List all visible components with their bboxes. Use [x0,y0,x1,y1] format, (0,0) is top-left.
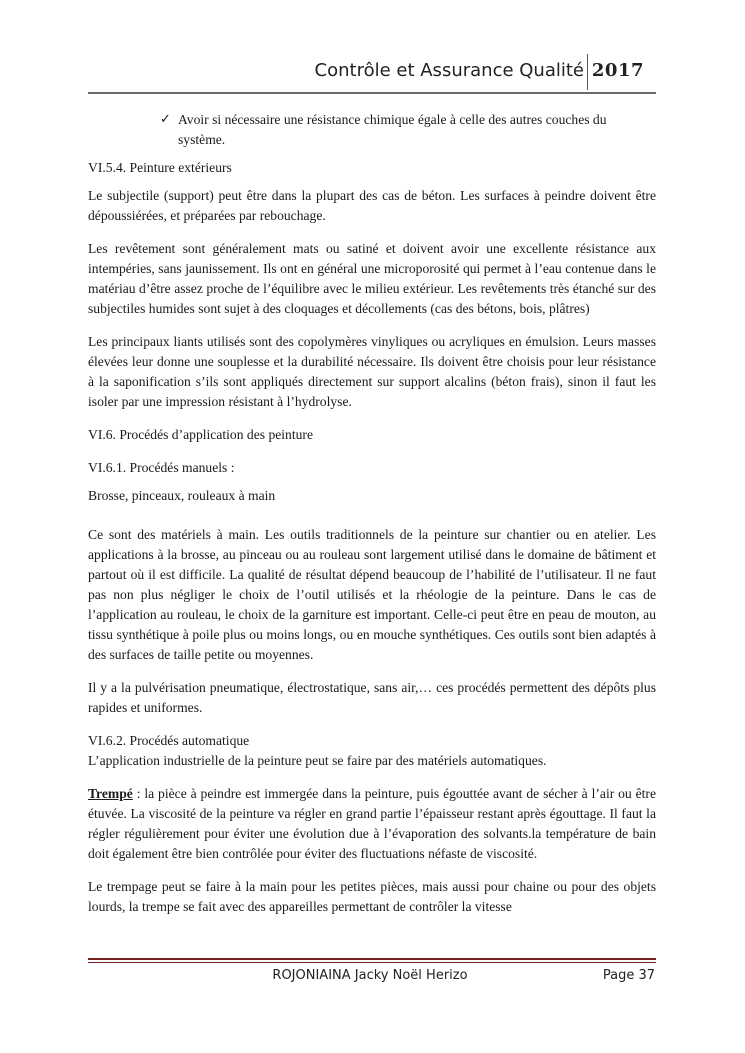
header-title: Contrôle et Assurance Qualité [314,60,584,81]
section-heading-vi-6: VI.6. Procédés d’application des peinture [88,427,313,442]
term-trempe: Trempé [88,786,133,801]
page-content [88,110,656,917]
header-separator [587,54,588,90]
paragraph-trempage: Le trempage peut se faire à la main pour les petites pièces, mais aussi pour chaine ou pour des objets lourds, la trempe se fait avec des appareilles permettant de contrôler la vitesse [88,879,656,914]
check-icon: ✓ [160,112,171,127]
section-heading-vi-6-1: VI.6.1. Procédés manuels : [88,460,235,475]
footer-rule-thin [88,962,656,963]
section-heading-vi-5-4: VI.5.4. Peinture extérieurs [88,160,232,175]
checklist-item-text: Avoir si nécessaire une résistance chimique égale à celle des autres couches du système. [178,112,607,147]
paragraph-trempe [88,784,656,864]
footer-rule [88,958,656,960]
page-number: Page 37 [602,968,655,983]
checklist-item [160,110,656,150]
paragraph-liants: Les principaux liants utilisés sont des copolymères vinyliques ou acryliques en émulsion. Leurs masses élevées leur donne une souplesse et la durabilité nécessaire. Ils doivent être choisis pour leur résistance à la saponification s’ils sont appliqués directement sur support alcalins (béton frais), sinon il faut les isoler par une impression résistant à l’hydrolyse. [88,334,656,409]
paragraph-subjectile: Le subjectile (support) peut être dans la plupart des cas de béton. Les surfaces à peindre doivent être dépoussiérées, et préparées par rebouchage. [88,188,656,223]
page-header [88,54,656,94]
section-heading-vi-6-2: VI.6.2. Procédés automatique [88,733,250,748]
footer-author: ROJONIAINA Jacky Noël Herizo [272,968,468,983]
subheading-tools: Brosse, pinceaux, rouleaux à main [88,488,276,503]
paragraph-pulverisation: Il y a la pulvérisation pneumatique, électrostatique, sans air,… ces procédés permettent des dépôts plus rapides et uniformes. [88,680,656,715]
header-rule [88,92,656,94]
paragraph-materiels-main: Ce sont des matériels à main. Les outils traditionnels de la peinture sur chantier ou en atelier. Les applications à la brosse, au pinceau ou au rouleau sont largement utilisé dans le domaine de bâtiment et partout où il est difficile. La qualité de résultat dépend beaucoup de l’habilité de l’utilisateur. Il ne faut pas non plus négliger le choix de l’outil utilisés et la rhéologie de la peinture. Dans le cas de l’application au rouleau, le choix de la garniture est important. Celle-ci peut être en peau de mouton, au tissu synthétique à poile plus ou moins longs, ou en mouche synthétiques. Ces outils sont bien adaptés à des surfaces de taille petite ou moyennes. [88,527,656,662]
header-year: 2017 [591,60,644,81]
paragraph-trempe-text: : la pièce à peindre est immergée dans la peinture, puis égouttée avant de sécher à l’air ou être étuvée. La viscosité de la peinture va régler en grand partie l’épaisseur restant après égouttage. Il faut la régler régulièrement pour éviter une évolution due à l’évaporation des solvants.la température de bain doit également être bien contrôlée pour éviter des fluctuations néfaste de viscosité. [88,786,656,861]
paragraph-application-industrielle: L’application industrielle de la peinture peut se faire par des matériels automatiques. [88,753,547,768]
paragraph-revetement: Les revêtement sont généralement mats ou satiné et doivent avoir une excellente résistance aux intempéries, sans jaunissement. Ils ont en général une microporosité qui permet à l’eau contenue dans le matériau d’être assez proche de l’équilibre avec le milieu extérieur. Les revêtements très étanché sur des subjectiles humides sont sujet à des cloquages et décollements (cas des bétons, bois, plâtres) [88,241,656,316]
